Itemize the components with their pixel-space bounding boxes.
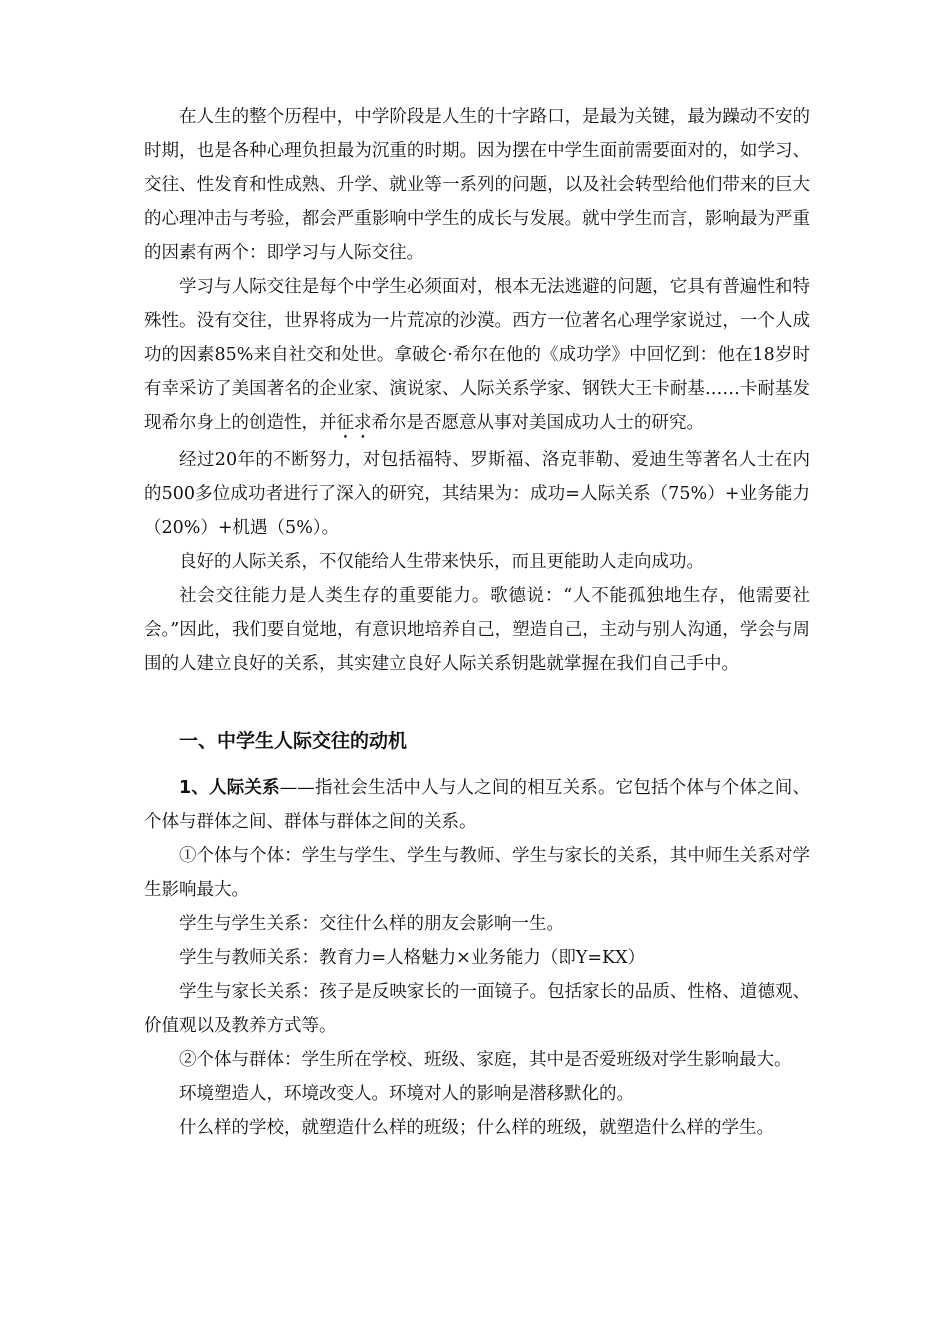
section-paragraph-1 <box>144 771 810 839</box>
section-paragraph-5: 学生与家长关系：孩子是反映家长的一面镜子。包括家长的品质、性格、道德观、价值观以及教养方式等。 <box>144 982 810 1036</box>
intro-paragraph-2-text-end: 希尔是否愿意从事对美国成功人士的研究。 <box>371 413 704 433</box>
term-label: 1、人际关系 <box>179 778 280 798</box>
section-paragraph-3: 学生与学生关系：交往什么样的朋友会影响一生。 <box>179 914 564 934</box>
section-paragraph-8: 什么样的学校，就塑造什么样的班级；什么样的班级，就塑造什么样的学生。 <box>179 1118 774 1138</box>
section-paragraph-4: 学生与教师关系：教育力=人格魅力×业务能力（即Y=KX） <box>179 948 646 968</box>
term-definition: ——指社会生活中人与人之间的相互关系。它包括个体与个体之间、个体与群体之间、群体与群体之间的关系。 <box>144 778 810 832</box>
intro-paragraph-5: 社会交往能力是人类生存的重要能力。歌德说：“人不能孤独地生存，他需要社会。”因此，我们要自觉地，有意识地培养自己，塑造自己，主动与别人沟通，学会与周围的人建立良好的关系，其实建立良好人际关系钥匙就掌握在我们自己手中。 <box>144 586 810 674</box>
emphasized-text: 征求 <box>336 413 372 433</box>
document-page <box>144 100 810 1145</box>
section-paragraph-6: ②个体与群体：学生所在学校、班级、家庭，其中是否爱班级对学生影响最大。 <box>179 1050 792 1070</box>
intro-paragraph-1: 在人生的整个历程中，中学阶段是人生的十字路口，是最为关键，最为躁动不安的时期，也是各种心理负担最为沉重的时期。因为摆在中学生面前需要面对的，如学习、交往、性发育和性成熟、升学、就业等一系列的问题，以及社会转型给他们带来的巨大的心理冲击与考验，都会严重影响中学生的成长与发展。就中学生而言，影响最为严重的因素有两个：即学习与人际交往。 <box>144 107 810 263</box>
section-paragraph-2: ①个体与个体：学生与学生、学生与教师、学生与家长的关系，其中师生关系对学生影响最大。 <box>144 846 810 900</box>
intro-paragraph-2 <box>144 270 810 443</box>
intro-paragraph-2-text: 学习与人际交往是每个中学生必须面对，根本无法逃避的问题，它具有普遍性和特殊性。没有交往，世界将成为一片荒凉的沙漠。西方一位著名心理学家说过，一个人成功的因素85%来自社交和处世。拿破仑·希尔在他的《成功学》中回忆到：他在18岁时有幸采访了美国著名的企业家、演说家、人际关系学家、钢铁大王卡耐基……卡耐基发现希尔身上的创造性，并 <box>144 277 810 433</box>
section-paragraph-7: 环境塑造人，环境改变人。环境对人的影响是潜移默化的。 <box>179 1084 634 1104</box>
intro-paragraph-4: 良好的人际关系，不仅能给人生带来快乐，而且更能助人走向成功。 <box>179 552 704 572</box>
section-heading: 一、中学生人际交往的动机 <box>179 730 408 752</box>
intro-paragraph-3: 经过20年的不断努力，对包括福特、罗斯福、洛克菲勒、爱迪生等著名人士在内的500多位成功者进行了深入的研究，其结果为：成功=人际关系（75%）+业务能力（20%）+机遇（5%）。 <box>144 450 810 538</box>
